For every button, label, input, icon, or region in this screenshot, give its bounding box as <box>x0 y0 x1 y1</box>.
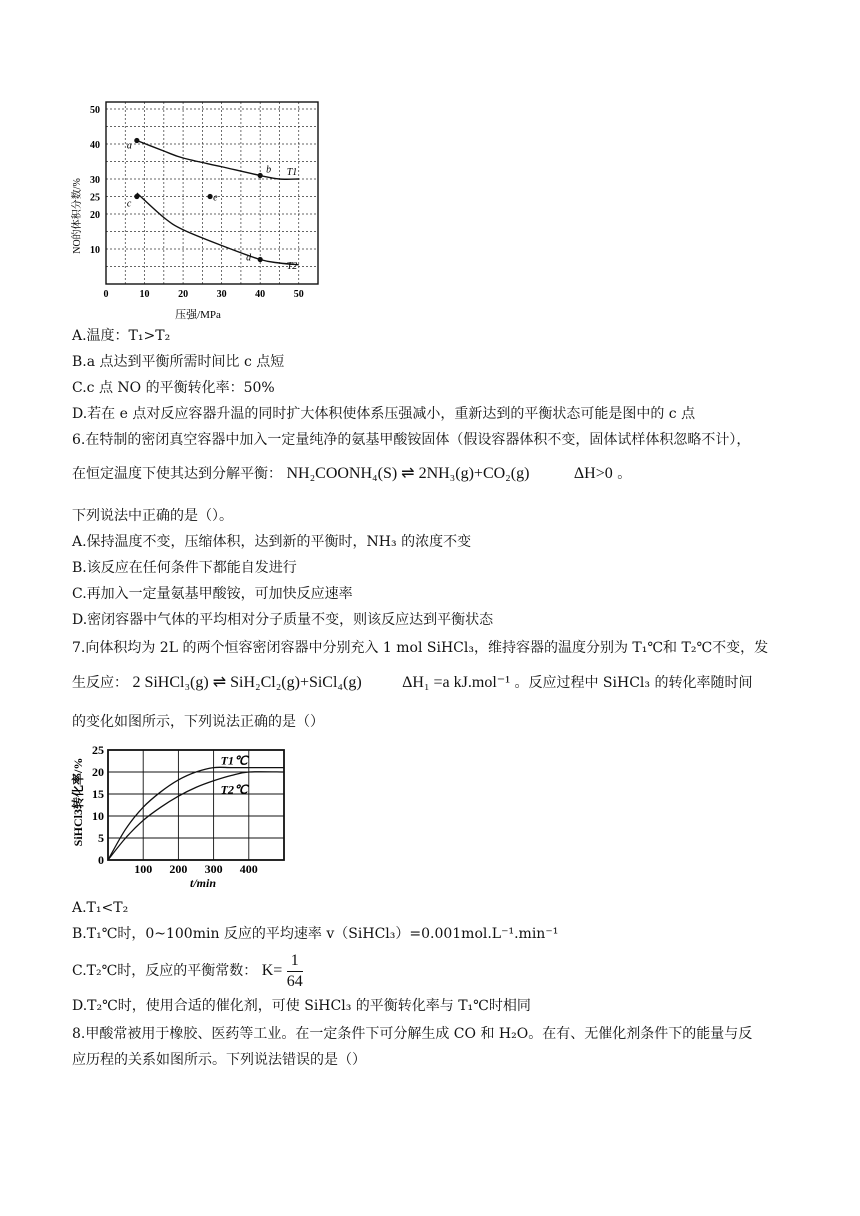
series-line-t1 <box>137 141 299 180</box>
x-tick-label: 30 <box>216 289 227 300</box>
q5-option-b: B.a 点达到平衡所需时间比 c 点短 <box>72 354 285 370</box>
point-label-a: a <box>126 140 132 152</box>
q8-stem-1: 8.甲酸常被用于橡胶、医药等工业。在一定条件下可分解生成 CO 和 H₂O。在有、无催化剂条件下的能量与反 <box>72 1026 753 1042</box>
fraction <box>287 951 303 992</box>
y-tick-label: 40 <box>90 140 100 151</box>
y-tick-label: 5 <box>98 831 104 845</box>
series-lines <box>137 141 299 272</box>
series-line-t2 <box>137 193 299 265</box>
y-tick-label: 10 <box>92 809 104 823</box>
q5-option-a: A.温度：T₁>T₂ <box>72 328 171 344</box>
q7-option-c <box>72 950 303 992</box>
x-axis-label: t/min <box>189 876 217 890</box>
point-label-e: e <box>213 192 218 204</box>
plot-frame <box>108 750 284 860</box>
point-label-b: b <box>266 164 272 176</box>
q7-option-a: A.T₁<T₂ <box>72 900 129 916</box>
q6-option-c: C.再加入一定量氨基甲酸铵，可加快反应速率 <box>72 586 353 602</box>
q6-delta-h: ΔH>0 <box>573 465 613 482</box>
point-a <box>134 138 139 143</box>
y-tick-label: 25 <box>92 743 104 757</box>
x-tick-label: 20 <box>178 289 189 300</box>
y-tick-label: 20 <box>92 765 104 779</box>
x-tick-label: 400 <box>239 862 258 876</box>
q6-equation: NH₂COONH₄(S) ⇌ 2NH₃(g)+CO₂(g) <box>286 465 530 482</box>
sihcl3-conversion-chart <box>68 742 288 892</box>
tick-labels <box>90 105 304 300</box>
q6-stem-3: 下列说法中正确的是（）。 <box>72 508 233 524</box>
series-label: T1℃ <box>220 753 248 768</box>
y-tick-label: 50 <box>90 105 100 116</box>
point-b <box>258 173 263 178</box>
axes <box>108 750 284 860</box>
q6-stem-2-end: 。 <box>617 466 632 482</box>
x-tick-label: 10 <box>139 289 150 300</box>
q7-stem-1: 7.向体积均为 2L 的两个恒容密闭容器中分别充入 1 mol SiHCl₃，维持容器的温度分别为 T₁℃和 T₂℃不变，发 <box>72 640 769 656</box>
q5-option-c: C.c 点 NO 的平衡转化率：50% <box>72 380 275 396</box>
labeled-points <box>127 138 271 264</box>
point-d <box>258 257 263 262</box>
series-label: T2 <box>286 260 298 272</box>
q6-option-a: A.保持温度不变，压缩体积，达到新的平衡时，NH₃ 的浓度不变 <box>72 534 472 550</box>
grid <box>108 750 284 860</box>
q7-option-c-prefix: C.T₂℃时，反应的平衡常数： <box>72 963 258 979</box>
series-lines <box>108 754 284 860</box>
q6-stem-2-text: 在恒定温度下使其达到分解平衡： <box>72 466 282 482</box>
x-tick-label: 100 <box>134 862 153 876</box>
x-axis-label: 压强/MPa <box>175 309 221 321</box>
x-tick-label: 50 <box>293 289 304 300</box>
q7-delta-h: ΔH₁ =a kJ.mol⁻¹ <box>402 674 511 691</box>
point-c <box>134 194 139 199</box>
q6-option-d: D.密闭容器中气体的平均相对分子质量不变，则该反应达到平衡状态 <box>72 612 494 628</box>
q6-stem-2 <box>72 464 631 484</box>
q5-option-d: D.若在 e 点对反应容器升温的同时扩大体积使体系压强减小，重新达到的平衡状态可能是图中的 c 点 <box>72 406 696 422</box>
x-tick-label: 300 <box>204 862 223 876</box>
point-label-d: d <box>246 252 252 264</box>
q8-stem-2: 应历程的关系如图所示。下列说法错误的是（） <box>72 1052 366 1068</box>
q6-stem-1: 6.在特制的密闭真空容器中加入一定量纯净的氨基甲酸铵固体（假设容器体积不变，固体试样体积忽略不计）， <box>72 432 751 448</box>
y-tick-label: 10 <box>90 245 100 256</box>
q7-stem-2 <box>72 673 752 693</box>
x-tick-label: 40 <box>255 289 266 300</box>
y-axis-label: SiHCl3转化率/% <box>71 757 85 847</box>
series-label: T2℃ <box>220 782 248 797</box>
y-tick-label: 25 <box>90 192 100 204</box>
series-label: T1 <box>286 167 298 178</box>
fraction-denominator: 64 <box>286 972 303 990</box>
fraction-numerator: 1 <box>287 951 303 972</box>
q7-option-c-k: K= <box>261 962 283 979</box>
y-tick-label: 0 <box>98 853 104 867</box>
x-tick-label: 200 <box>169 862 188 876</box>
y-tick-label: 20 <box>90 210 100 221</box>
y-axis-label: NO的体积分数/% <box>72 178 83 254</box>
y-tick-label: 30 <box>90 175 100 186</box>
series-line-t1 <box>108 767 284 860</box>
x-tick-label: 0 <box>103 289 109 300</box>
point-label-c: c <box>126 198 132 210</box>
q7-stem-2-prefix: 生反应： <box>72 675 128 691</box>
q7-option-d: D.T₂℃时，使用合适的催化剂，可使 SiHCl₃ 的平衡转化率与 T₁℃时相同 <box>72 998 531 1014</box>
q7-stem-2-suffix: 。反应过程中 SiHCl₃ 的转化率随时间 <box>514 675 753 691</box>
q7-stem-3: 的变化如图所示，下列说法正确的是（） <box>72 714 324 730</box>
q7-option-b: B.T₁℃时，0~100min 反应的平均速率 v（SiHCl₃）=0.001mol.L⁻¹.min⁻¹ <box>72 926 559 942</box>
q6-option-b: B.该反应在任何条件下都能自发进行 <box>72 560 297 576</box>
q7-equation: 2 SiHCl₃(g) ⇌ SiH₂Cl₂(g)+SiCl₄(g) <box>132 674 362 691</box>
point-e <box>207 194 212 199</box>
no-fraction-pressure-chart <box>68 96 328 321</box>
y-tick-label: 15 <box>92 787 104 801</box>
